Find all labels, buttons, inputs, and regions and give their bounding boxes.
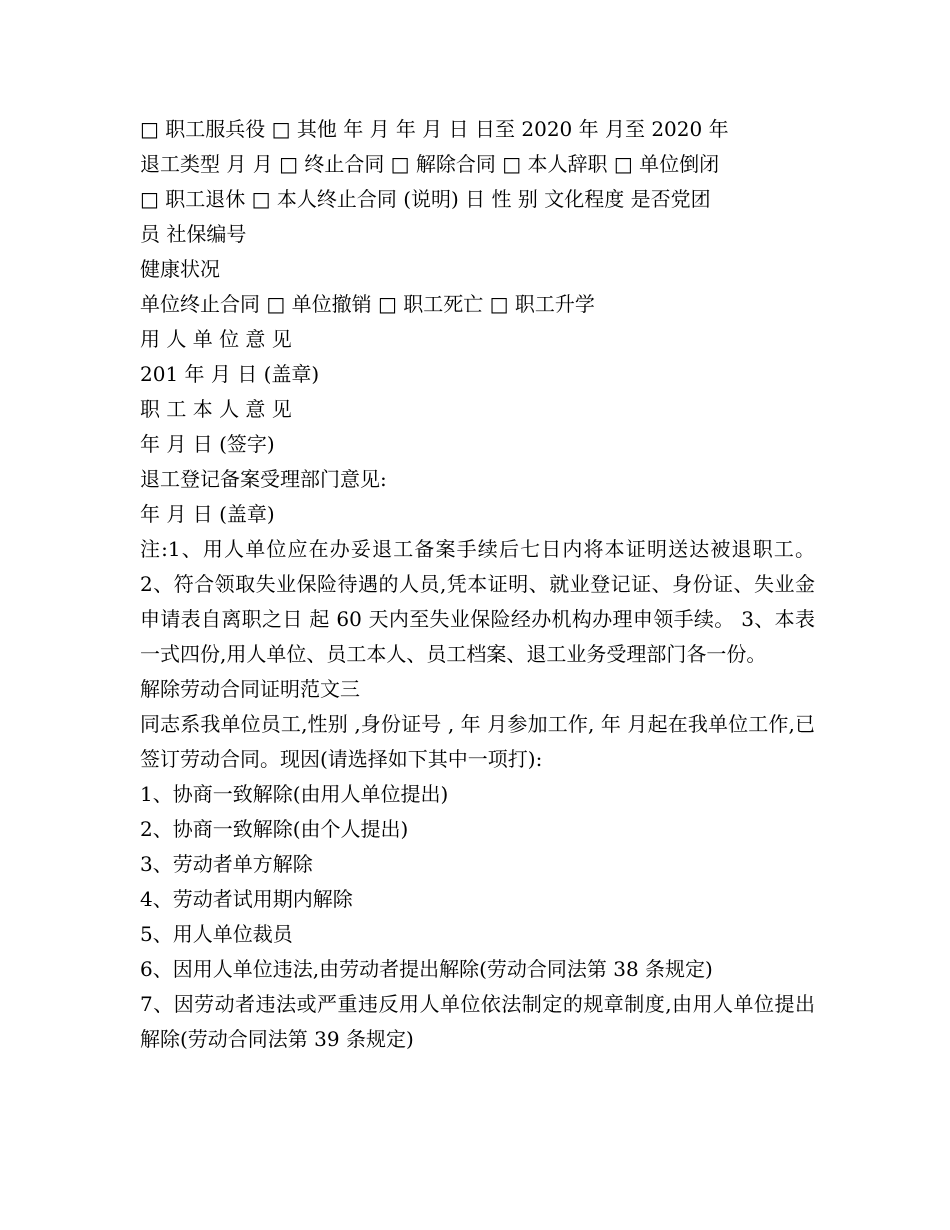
text-line: □ 职工退休 □ 本人终止合同 (说明) 日 性 别 文化程度 是否党团	[140, 187, 711, 211]
note-paragraph: 注:1、用人单位应在办妥退工备案手续后七日内将本证明送达被退职工。 2、符合领取失业保险待遇的人员,凭本证明、就业登记证、身份证、失业金申请表自离职之日 起 60 天内至失业保险经办机构办理申领手续。 3、本表一式四份,用人单位、员工本人、员工档案、退工业务受理部门各一份。	[140, 537, 815, 666]
text-line: 健康状况	[140, 257, 220, 281]
document-body	[140, 112, 815, 1057]
text-line: 退工登记备案受理部门意见:	[140, 467, 387, 491]
list-item: 5、用人单位裁员	[140, 922, 293, 946]
list-item: 7、因劳动者违法或严重违反用人单位依法制定的规章制度,由用人单位提出解除(劳动合同法第 39 条规定)	[140, 992, 815, 1051]
list-item: 6、因用人单位违法,由劳动者提出解除(劳动合同法第 38 条规定)	[140, 957, 713, 981]
text-line: 用 人 单 位 意 见	[140, 327, 292, 351]
text-line: 单位终止合同 □ 单位撤销 □ 职工死亡 □ 职工升学	[140, 292, 595, 316]
text-line: 201 年 月 日 (盖章)	[140, 362, 320, 386]
text-line: 职 工 本 人 意 见	[140, 397, 292, 421]
text-line: 退工类型 月 月 □ 终止合同 □ 解除合同 □ 本人辞职 □ 单位倒闭	[140, 152, 720, 176]
section-title: 解除劳动合同证明范文三	[140, 677, 360, 701]
text-line: 员 社保编号	[140, 222, 247, 246]
text-line: □ 职工服兵役 □ 其他 年 月 年 月 日 日至 2020 年 月至 2020 年	[140, 117, 729, 141]
intro-paragraph: 同志系我单位员工,性别 ,身份证号 , 年 月参加工作, 年 月起在我单位工作,已签订劳动合同。现因(请选择如下其中一项打):	[140, 712, 815, 771]
list-item: 4、劳动者试用期内解除	[140, 887, 353, 911]
list-item: 2、协商一致解除(由个人提出)	[140, 817, 409, 841]
list-item: 1、协商一致解除(由用人单位提出)	[140, 782, 449, 806]
text-line: 年 月 日 (签字)	[140, 432, 275, 456]
text-line: 年 月 日 (盖章)	[140, 502, 275, 526]
list-item: 3、劳动者单方解除	[140, 852, 313, 876]
